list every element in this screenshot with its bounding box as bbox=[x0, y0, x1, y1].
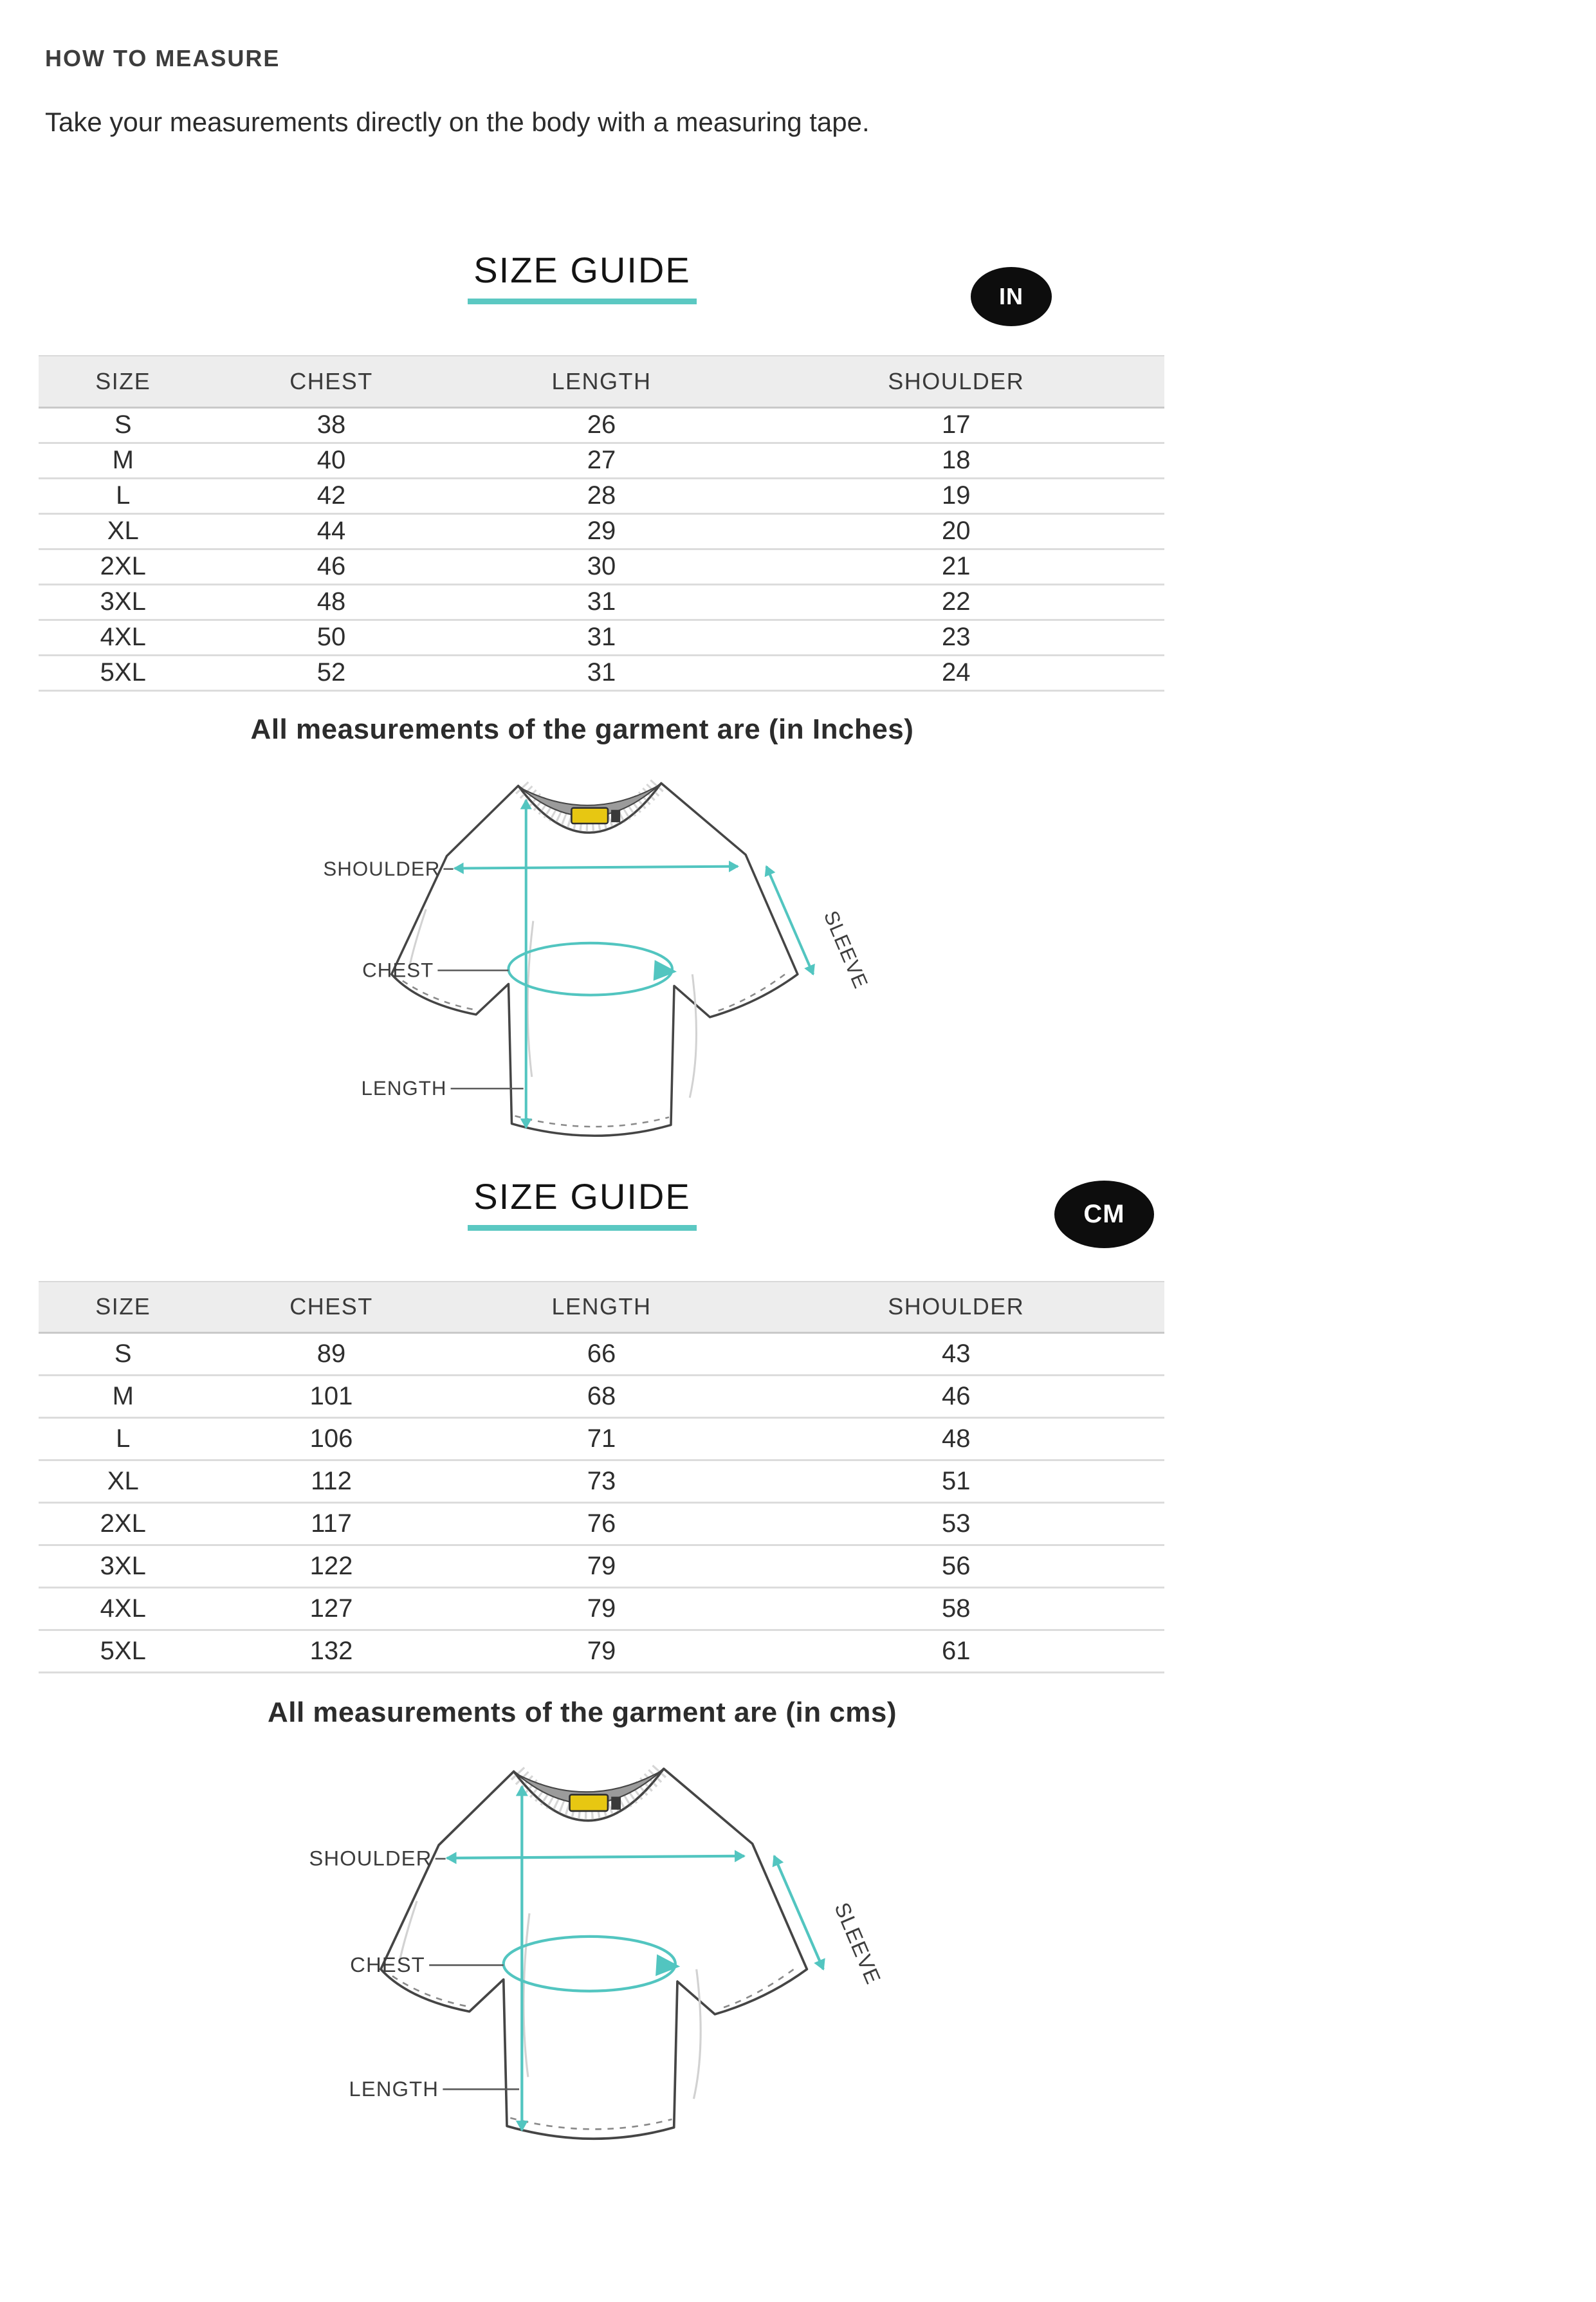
table-cell: 2XL bbox=[39, 549, 208, 584]
table-row bbox=[39, 1503, 1164, 1545]
header-row bbox=[39, 1282, 1164, 1333]
table-caption-inches: All measurements of the garment are (in Inches) bbox=[250, 713, 914, 745]
table-cell: 71 bbox=[455, 1418, 748, 1460]
tshirt-outline bbox=[392, 783, 798, 1136]
collar-tag bbox=[571, 807, 608, 823]
table-cell: 22 bbox=[748, 584, 1165, 620]
table-cell: 56 bbox=[748, 1545, 1165, 1588]
shoulder-label: SHOULDER bbox=[309, 1846, 432, 1870]
length-label: LENGTH bbox=[361, 1076, 447, 1100]
table-cell: 17 bbox=[748, 407, 1165, 443]
page-title: HOW TO MEASURE bbox=[45, 45, 280, 71]
table-cell: 79 bbox=[455, 1630, 748, 1673]
table-cell: 43 bbox=[748, 1333, 1165, 1376]
table-cell: M bbox=[39, 443, 208, 478]
table-row bbox=[39, 549, 1164, 584]
table-cell: 132 bbox=[208, 1630, 455, 1673]
table-row bbox=[39, 1460, 1164, 1503]
table-cell: 42 bbox=[208, 478, 455, 513]
section-header-cms bbox=[0, 1175, 1164, 1254]
column-header: SHOULDER bbox=[748, 1282, 1165, 1333]
table-row bbox=[39, 478, 1164, 513]
intro-text: Take your measurements directly on the body with a measuring tape. bbox=[45, 107, 870, 137]
section-header-inches bbox=[0, 249, 1164, 327]
table-cell: 28 bbox=[455, 478, 748, 513]
section-title: SIZE GUIDE bbox=[473, 1175, 691, 1217]
table-cell: XL bbox=[39, 513, 208, 549]
table-cell: 24 bbox=[748, 655, 1165, 690]
table-row bbox=[39, 443, 1164, 478]
chest-label: CHEST bbox=[362, 958, 434, 981]
table-cell: 53 bbox=[748, 1503, 1165, 1545]
content-column bbox=[0, 249, 1164, 2167]
table-cell: 31 bbox=[455, 655, 748, 690]
table-row bbox=[39, 655, 1164, 690]
table-cell: 46 bbox=[748, 1376, 1165, 1418]
table-cell: 5XL bbox=[39, 1630, 208, 1673]
table-cell: 79 bbox=[455, 1545, 748, 1588]
column-header: CHEST bbox=[208, 356, 455, 407]
table-cell: 122 bbox=[208, 1545, 455, 1588]
shoulder-label: SHOULDER bbox=[323, 857, 441, 880]
table-cell: 21 bbox=[748, 549, 1165, 584]
table-cell: 19 bbox=[748, 478, 1165, 513]
table-cell: 3XL bbox=[39, 1545, 208, 1588]
table-cell: 50 bbox=[208, 620, 455, 655]
table-row bbox=[39, 1376, 1164, 1418]
table-cell: 46 bbox=[208, 549, 455, 584]
table-cell: 106 bbox=[208, 1418, 455, 1460]
table-cell: 117 bbox=[208, 1503, 455, 1545]
table-row bbox=[39, 407, 1164, 443]
table-cell: 18 bbox=[748, 443, 1165, 478]
tshirt-diagram-cms bbox=[268, 1744, 950, 2167]
table-cell: 44 bbox=[208, 513, 455, 549]
table-head bbox=[39, 1282, 1164, 1333]
table-cell: 48 bbox=[748, 1418, 1165, 1460]
unit-badge-in[interactable]: IN bbox=[971, 267, 1052, 326]
title-underline bbox=[468, 1225, 697, 1231]
tshirt-outline bbox=[381, 1769, 807, 2139]
table-row bbox=[39, 513, 1164, 549]
table-cell: 26 bbox=[455, 407, 748, 443]
sleeve-label: SLEEVE bbox=[830, 1899, 886, 1988]
size-table-cms bbox=[39, 1281, 1164, 1674]
chest-label: CHEST bbox=[350, 1953, 425, 1977]
table-body bbox=[39, 407, 1164, 690]
length-label: LENGTH bbox=[349, 2077, 439, 2101]
table-cell: 76 bbox=[455, 1503, 748, 1545]
table-cell: 30 bbox=[455, 549, 748, 584]
tshirt-diagram-inches bbox=[284, 760, 934, 1163]
table-cell: 2XL bbox=[39, 1503, 208, 1545]
size-guide-page bbox=[0, 45, 1596, 2302]
table-cell: L bbox=[39, 478, 208, 513]
table-row bbox=[39, 1545, 1164, 1588]
column-header: CHEST bbox=[208, 1282, 455, 1333]
table-cell: S bbox=[39, 1333, 208, 1376]
table-cell: 20 bbox=[748, 513, 1165, 549]
table-cell: S bbox=[39, 407, 208, 443]
table-body bbox=[39, 1333, 1164, 1673]
table-cell: 79 bbox=[455, 1588, 748, 1630]
table-row bbox=[39, 1630, 1164, 1673]
column-header: LENGTH bbox=[455, 356, 748, 407]
table-row bbox=[39, 1588, 1164, 1630]
table-cell: 58 bbox=[748, 1588, 1165, 1630]
table-cell: 5XL bbox=[39, 655, 208, 690]
collar-tag-small bbox=[611, 1797, 621, 1810]
table-row bbox=[39, 1418, 1164, 1460]
collar-tag bbox=[570, 1795, 608, 1811]
table-head bbox=[39, 356, 1164, 407]
column-header: SIZE bbox=[39, 356, 208, 407]
table-cell: 68 bbox=[455, 1376, 748, 1418]
table-cell: 89 bbox=[208, 1333, 455, 1376]
table-cell: 48 bbox=[208, 584, 455, 620]
table-cell: 23 bbox=[748, 620, 1165, 655]
collar-tag-small bbox=[611, 809, 620, 822]
section-title: SIZE GUIDE bbox=[473, 250, 691, 290]
table-cell: L bbox=[39, 1418, 208, 1460]
unit-badge-cm[interactable]: CM bbox=[1054, 1181, 1154, 1248]
table-cell: 51 bbox=[748, 1460, 1165, 1503]
column-header: SIZE bbox=[39, 1282, 208, 1333]
table-cell: 29 bbox=[455, 513, 748, 549]
column-header: LENGTH bbox=[455, 1282, 748, 1333]
table-cell: 101 bbox=[208, 1376, 455, 1418]
table-cell: 27 bbox=[455, 443, 748, 478]
table-cell: XL bbox=[39, 1460, 208, 1503]
table-cell: 112 bbox=[208, 1460, 455, 1503]
table-cell: 31 bbox=[455, 584, 748, 620]
table-cell: 3XL bbox=[39, 584, 208, 620]
table-row bbox=[39, 584, 1164, 620]
table-cell: 61 bbox=[748, 1630, 1165, 1673]
table-row bbox=[39, 620, 1164, 655]
size-table-inches bbox=[39, 355, 1164, 692]
table-cell: M bbox=[39, 1376, 208, 1418]
table-row bbox=[39, 1333, 1164, 1376]
table-cell: 40 bbox=[208, 443, 455, 478]
table-cell: 4XL bbox=[39, 620, 208, 655]
table-cell: 52 bbox=[208, 655, 455, 690]
header-row bbox=[39, 356, 1164, 407]
table-cell: 127 bbox=[208, 1588, 455, 1630]
title-underline bbox=[468, 299, 697, 304]
table-cell: 66 bbox=[455, 1333, 748, 1376]
sleeve-label: SLEEVE bbox=[819, 907, 873, 992]
table-cell: 4XL bbox=[39, 1588, 208, 1630]
table-caption-cms: All measurements of the garment are (in cms) bbox=[267, 1697, 897, 1729]
table-cell: 31 bbox=[455, 620, 748, 655]
table-cell: 73 bbox=[455, 1460, 748, 1503]
column-header: SHOULDER bbox=[748, 356, 1165, 407]
table-cell: 38 bbox=[208, 407, 455, 443]
